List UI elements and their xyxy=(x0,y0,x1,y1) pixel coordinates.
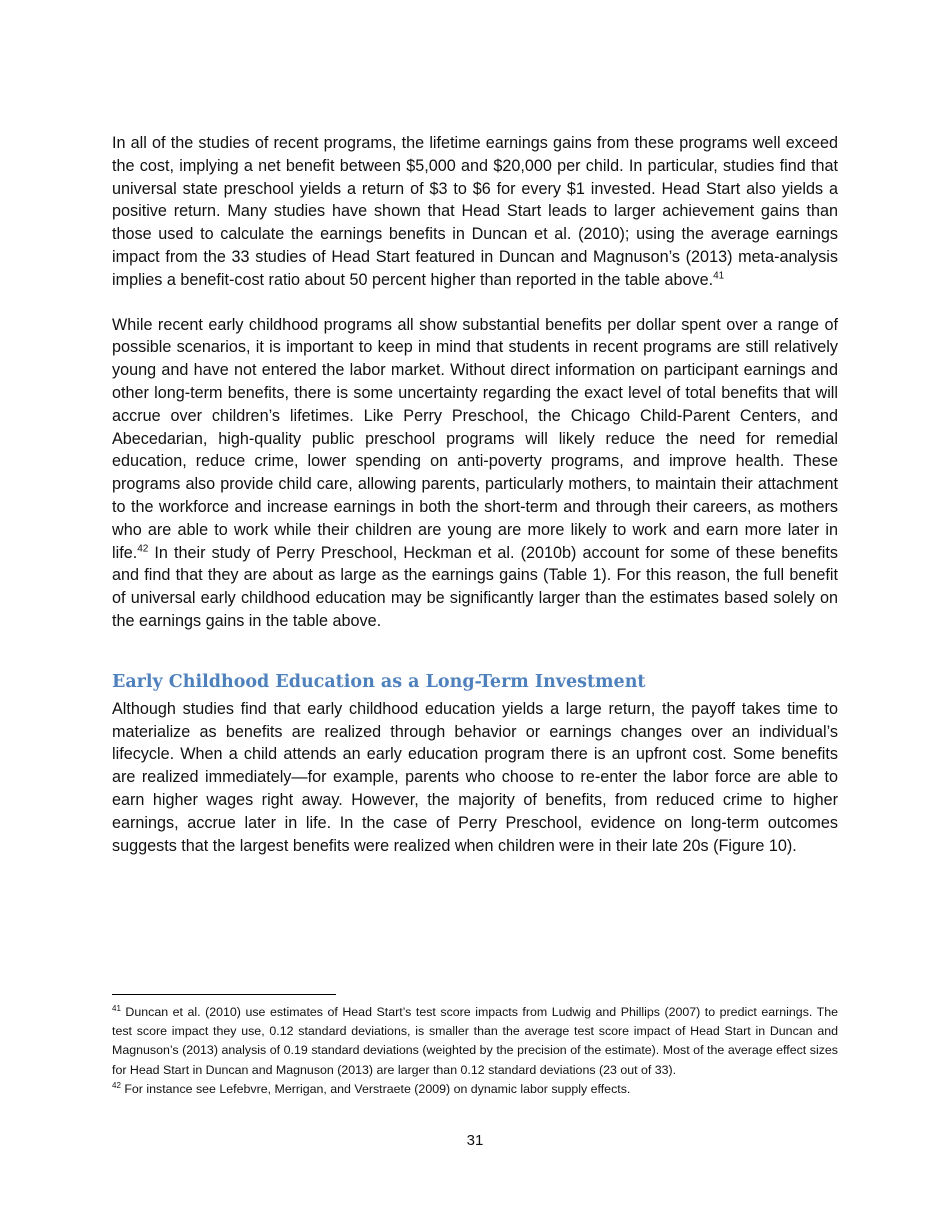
footnote-41-number: 41 xyxy=(112,1003,121,1013)
paragraph-benefit-cost xyxy=(112,132,838,292)
footnote-42 xyxy=(112,1080,838,1099)
footnote-42-text: For instance see Lefebvre, Merrigan, and Verstraete (2009) on dynamic labor supply effects. xyxy=(120,1081,631,1096)
footnote-divider xyxy=(112,994,336,995)
paragraph-2-text-before: While recent early childhood programs all show substantial benefits per dollar spent over a range of possible scenarios, it is important to keep in mind that students in recent programs are still relatively young and have not entered the labor market. Without direct information on participant earnings and other long-term benefits, there is some uncertainty regarding the exact level of total benefits that will accrue over children’s lifetimes. Like Perry Preschool, the Chicago Child-Parent Centers, and Abecedarian, high-quality public preschool programs will likely reduce the need for remedial education, reduce crime, lower spending on anti-poverty programs, and improve health. These programs also provide child care, allowing parents, particularly mothers, to maintain their attachment to the workforce and increase earnings in both the short-term and through their careers, as mothers who are able to work while their children are young are more likely to work and earn more later in life. xyxy=(112,315,838,562)
section-heading: Early Childhood Education as a Long-Term Investment xyxy=(112,671,646,692)
page-number: 31 xyxy=(466,1132,484,1149)
footnotes xyxy=(112,1003,838,1099)
paragraph-3-text: Although studies find that early childhood education yields a large return, the payoff takes time to materialize as benefits are realized through behavior or earnings changes over an individual’s lifecycle. When a child attends an early education program there is an upfront cost. Some benefits are realized immediately—for example, parents who choose to re-enter the labor force are able to earn higher wages right away. However, the majority of benefits, from reduced crime to higher earnings, accrue later in life. In the case of Perry Preschool, evidence on long-term outcomes suggests that the largest benefits were realized when children were in their late 20s (Figure 10). xyxy=(112,699,838,855)
paragraph-2-text-after: In their study of Perry Preschool, Heckman et al. (2010b) account for some of these benefits and find that they are about as large as the earnings gains (Table 1). For this reason, the full benefit of universal early childhood education may be significantly larger than the estimates based solely on the earnings gains in the table above. xyxy=(112,543,838,630)
paragraph-long-term-investment xyxy=(112,698,838,858)
footnote-ref-41[interactable]: 41 xyxy=(713,270,725,282)
paragraph-1-text: In all of the studies of recent programs, the lifetime earnings gains from these programs well exceed the cost, implying a net benefit between $5,000 and $20,000 per child. In particular, studies find that universal state preschool yields a return of $3 to $6 for every $1 invested. Head Start also yields a positive return. Many studies have shown that Head Start leads to larger achievement gains than those used to calculate the earnings benefits in Duncan et al. (2010); using the average earnings impact from the 33 studies of Head Start featured in Duncan and Magnuson’s (2013) meta-analysis implies a benefit-cost ratio about 50 percent higher than reported in the table above. xyxy=(112,134,838,289)
paragraph-uncertainty xyxy=(112,314,838,633)
footnote-ref-42[interactable]: 42 xyxy=(137,543,149,555)
footnote-42-number: 42 xyxy=(112,1080,121,1090)
footnote-41 xyxy=(112,1003,838,1080)
footnote-41-text: Duncan et al. (2010) use estimates of Head Start’s test score impacts from Ludwig and Phillips (2007) to predict earnings. The test score impact they use, 0.12 standard deviations, is smaller than the average test score impact of Head Start in Duncan and Magnuson’s (2013) analysis of 0.19 standard deviations (weighted by the precision of the estimate). Most of the average effect sizes for Head Start in Duncan and Magnuson (2013) are larger than 0.12 standard deviations (23 out of 33). xyxy=(112,1005,838,1077)
page-body xyxy=(112,132,838,857)
